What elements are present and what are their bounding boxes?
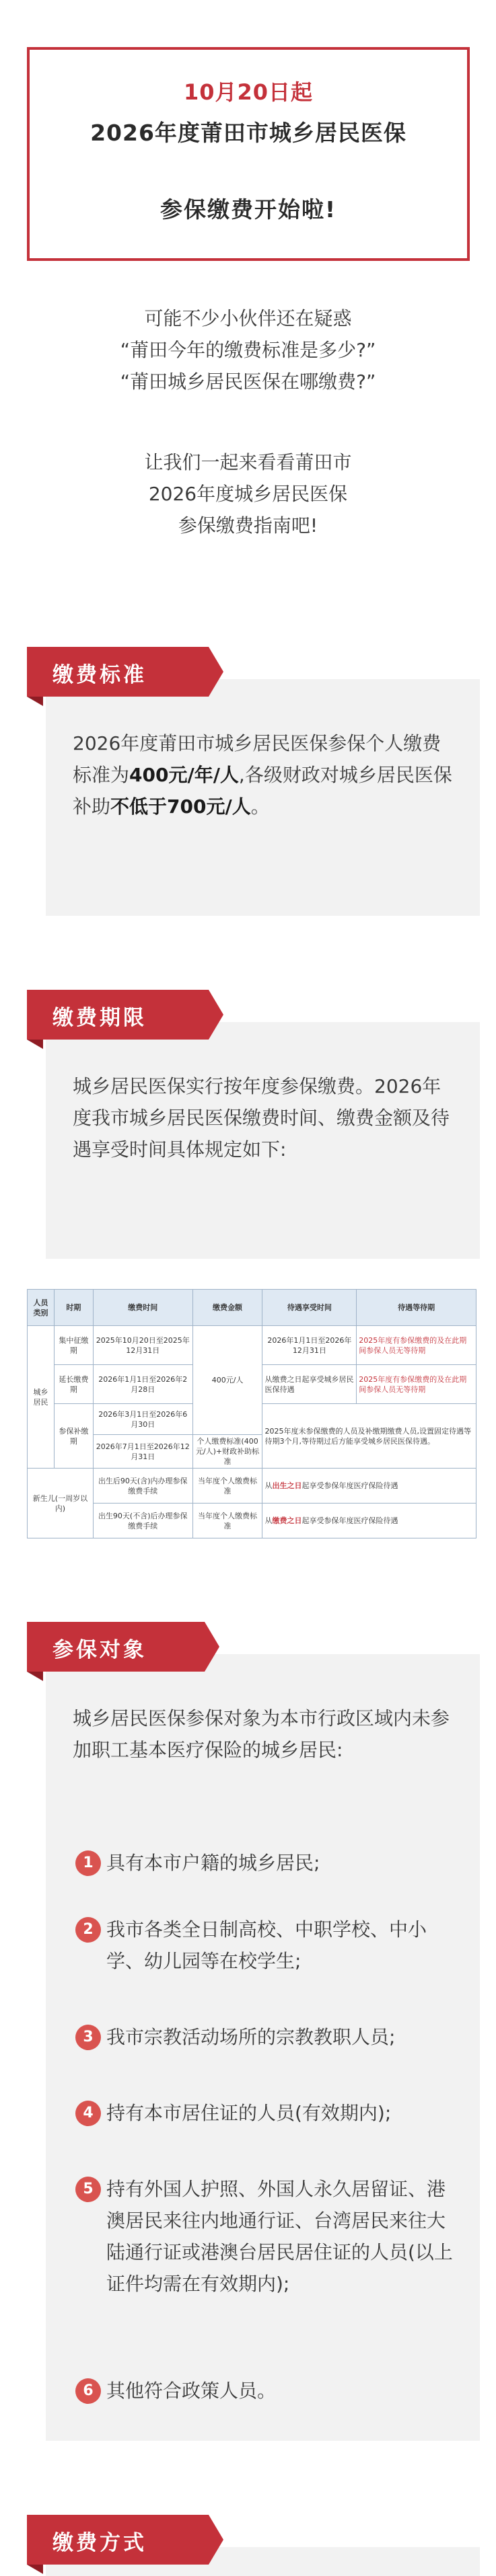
table-cell: 从缴费之日起享受参保年度医疗保险待遇	[262, 1504, 476, 1538]
table-cell: 延长缴费期	[54, 1365, 93, 1404]
number-badge: 3	[75, 2025, 101, 2050]
ribbon-fold	[27, 1672, 43, 1681]
section-title-targets: 参保对象	[27, 1622, 205, 1672]
list-item: 我市宗教活动场所的宗教教职人员;	[106, 2026, 396, 2048]
intro-line: 2026年度城乡居民医保	[148, 483, 348, 505]
number-badge: 6	[75, 2378, 101, 2404]
number-badge: 5	[75, 2177, 101, 2202]
table-cell: 出生90天(不含)后办理参保缴费手续	[93, 1504, 192, 1538]
payment-schedule-table	[27, 1289, 476, 1538]
column-header: 缴费金额	[192, 1290, 262, 1326]
date-heading: 10月20日起	[183, 79, 314, 105]
list-item: 其他符合政策人员。	[106, 2380, 277, 2402]
list-item: 持有本市居住证的人员(有效期内);	[106, 2102, 392, 2124]
ribbon-fold	[27, 1040, 43, 1049]
table-row	[28, 1469, 476, 1504]
table-cell: 2026年1月1日至2026年2月28日	[93, 1365, 192, 1404]
column-header: 缴费时间	[93, 1290, 192, 1326]
table-cell: 新生儿(一周岁以内)	[28, 1469, 94, 1538]
intro-guide-block	[0, 446, 496, 541]
table-cell: 2026年7月1日至2026年12月31日	[93, 1435, 192, 1469]
column-header: 待遇享受时间	[262, 1290, 357, 1326]
ribbon-fold	[27, 2565, 43, 2574]
intro-line: “莆田城乡居民医保在哪缴费?”	[120, 370, 376, 393]
list-item: 持有外国人护照、外国人永久居留证、港澳居民来往内地通行证、台湾居民来往大陆通行证或港澳台居民居住证的人员(以上证件均需在有效期内);	[106, 2178, 453, 2295]
list-item: 我市各类全日制高校、中职学校、中小学、幼儿园等在校学生;	[106, 1918, 427, 1972]
table-cell: 当年度个人缴费标准	[192, 1504, 262, 1538]
table-cell: 400元/人	[192, 1326, 262, 1435]
ribbon-fold	[27, 697, 43, 706]
intro-line: 让我们一起来看看莆田市	[144, 451, 352, 473]
table-cell: 参保补缴期	[54, 1404, 93, 1469]
list-item: 具有本市户籍的城乡居民;	[106, 1852, 320, 1874]
table-cell: 当年度个人缴费标准	[192, 1469, 262, 1504]
section-title-method: 缴费方式	[27, 2515, 209, 2565]
table-cell: 出生后90天(含)内办理参保缴费手续	[93, 1469, 192, 1504]
table-cell: 个人缴费标准(400元/人)+财政补助标准	[192, 1435, 262, 1469]
column-header: 待遇等待期	[357, 1290, 476, 1326]
main-subtitle: 参保缴费开始啦!	[160, 196, 337, 223]
table-cell: 从出生之日起享受参保年度医疗保险待遇	[262, 1469, 476, 1504]
table-row	[28, 1504, 476, 1538]
intro-line: “莆田今年的缴费标准是多少?”	[120, 339, 376, 361]
number-badge: 1	[75, 1850, 101, 1876]
targets-intro: 城乡居民医保参保对象为本市行政区域内未参加职工基本医疗保险的城乡居民:	[73, 1707, 450, 1761]
table-cell: 集中征缴期	[54, 1326, 93, 1365]
table-cell: 2026年1月1日至2026年12月31日	[262, 1326, 357, 1365]
period-text: 城乡居民医保实行按年度参保缴费。2026年度我市城乡居民医保缴费时间、缴费金额及待遇享受时间具体规定如下:	[73, 1075, 450, 1161]
main-title: 2026年度莆田市城乡居民医保	[90, 120, 406, 146]
intro-line: 可能不少小伙伴还在疑惑	[144, 307, 352, 329]
table-cell: 从缴费之日起享受城乡居民医保待遇	[262, 1365, 357, 1404]
table-cell: 2026年3月1日至2026年6月30日	[93, 1404, 192, 1435]
section-title-standard: 缴费标准	[27, 647, 209, 697]
column-header: 人员类别	[28, 1290, 55, 1326]
table-cell: 2025年度有参保缴费的及在此期间参保人员无等待期	[357, 1365, 476, 1404]
number-badge: 2	[75, 1917, 101, 1943]
intro-question-block	[0, 303, 496, 397]
table-cell: 2025年10月20日至2025年12月31日	[93, 1326, 192, 1365]
table-header-row	[28, 1290, 476, 1326]
table-row	[28, 1326, 476, 1365]
table-cell: 2025年度未参保缴费的人员及补缴期缴费人员,设置固定待遇等待期3个月,等待期过后方能享受城乡居民医保待遇。	[262, 1404, 476, 1469]
table-cell: 城乡居民	[28, 1326, 55, 1469]
table-cell: 2025年度有参保缴费的及在此期间参保人员无等待期	[357, 1326, 476, 1365]
standard-text: 2026年度莆田市城乡居民医保参保个人缴费标准为400元/年/人,各级财政对城乡居民医保补助不低于700元/人。	[73, 732, 452, 818]
number-badge: 4	[75, 2101, 101, 2126]
section-title-period: 缴费期限	[27, 990, 209, 1040]
column-header: 时期	[54, 1290, 93, 1326]
title-box	[27, 47, 470, 261]
intro-line: 参保缴费指南吧!	[178, 514, 318, 537]
